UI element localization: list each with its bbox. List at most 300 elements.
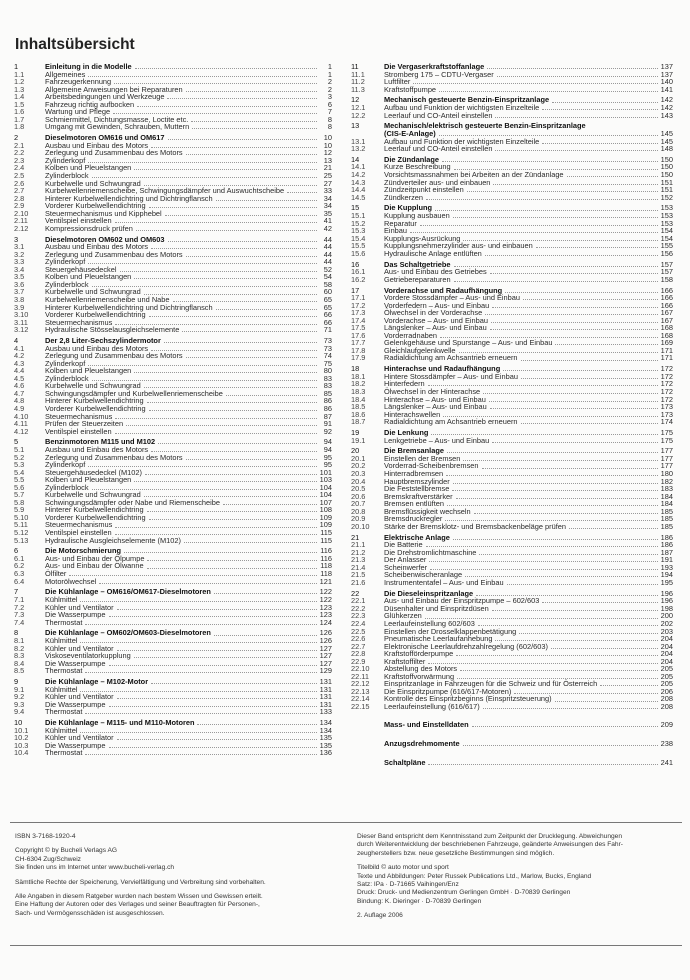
- entry-page: 203: [660, 626, 673, 636]
- entry-page: 109: [319, 520, 332, 530]
- entry-title: Gleichlaufgelenkwelle: [384, 345, 456, 355]
- entry-number: 6.2: [14, 561, 25, 571]
- entry-title: Hauptbremszylinder: [384, 476, 450, 486]
- dot-leader: [134, 277, 317, 279]
- entry-number: 6.3: [14, 569, 25, 579]
- entry-title: Die Batterie: [384, 540, 423, 550]
- imprint-line: ISBN 3-7168-1920-4: [15, 833, 76, 840]
- entry-number: 4: [14, 336, 19, 346]
- toc-entry[interactable]: [351, 250, 673, 258]
- dot-leader: [426, 545, 658, 547]
- entry-page: 33: [323, 186, 332, 196]
- entry-page: 150: [660, 162, 673, 172]
- entry-number: 3.10: [14, 310, 29, 320]
- entry-page: 185: [660, 514, 673, 524]
- dot-leader: [435, 209, 658, 211]
- entry-number: 22.3: [351, 611, 366, 621]
- entry-page: 150: [660, 154, 673, 164]
- entry-number: 22: [351, 588, 360, 598]
- toc-entry[interactable]: [351, 194, 673, 202]
- dot-leader: [492, 306, 657, 308]
- entry-title: Luftfilter: [384, 77, 411, 87]
- dot-leader: [456, 654, 657, 656]
- entry-number: 20.3: [351, 469, 366, 479]
- imprint-line: 2. Auflage 2006: [357, 912, 403, 920]
- toc-section: [14, 134, 332, 232]
- entry-page: 177: [660, 446, 673, 456]
- entry-title: Leerlauf und CO-Anteil einstellen: [384, 110, 493, 120]
- entry-number: 9: [14, 677, 19, 687]
- entry-page: 142: [660, 95, 673, 105]
- entry-page: 172: [660, 394, 673, 404]
- entry-number: 3.2: [14, 249, 25, 259]
- entry-number: 6: [14, 546, 19, 556]
- dot-leader: [521, 359, 658, 361]
- entry-number: 18.4: [351, 394, 366, 404]
- dot-leader: [216, 199, 317, 201]
- toc-entry[interactable]: [351, 703, 673, 711]
- entry-number: 14.2: [351, 170, 366, 179]
- entry-title: Leerlaufeinstellung 602/603: [384, 619, 475, 628]
- entry-title: Thermostat: [45, 666, 83, 676]
- entry-page: 65: [323, 295, 332, 304]
- entry-title: Düsenhalter und Einspritzdüsen: [384, 603, 489, 613]
- entry-title: Ausbau und Einbau des Motors: [45, 140, 149, 150]
- entry-page: 10: [323, 140, 332, 150]
- entry-number: 17.2: [351, 300, 366, 310]
- toc-section: [351, 287, 673, 362]
- entry-number: 4.12: [14, 426, 29, 436]
- entry-title: Reparatur: [384, 218, 417, 228]
- dot-leader: [569, 527, 658, 529]
- entry-number: 2.10: [14, 208, 29, 218]
- entry-page: 156: [660, 248, 673, 258]
- entry-number: 15.2: [351, 218, 366, 228]
- entry-number: 4.6: [14, 381, 25, 391]
- entry-title: Zylinderkopf: [45, 257, 86, 267]
- entry-page: 66: [323, 310, 332, 320]
- entry-number: 1.3: [14, 84, 25, 94]
- entry-page: 204: [660, 649, 673, 659]
- dot-leader: [483, 707, 658, 709]
- entry-page: 95: [323, 452, 332, 462]
- entry-page: 202: [660, 619, 673, 628]
- entry-number: 4.9: [14, 403, 25, 413]
- dot-leader: [134, 480, 316, 482]
- entry-number: 4.8: [14, 396, 25, 406]
- dot-leader: [447, 504, 658, 506]
- entry-page: 83: [323, 373, 332, 383]
- entry-page: 21: [323, 163, 332, 173]
- entry-number: 17.6: [351, 330, 366, 340]
- entry-number: 15: [351, 203, 360, 213]
- entry-title: Vorderfedern – Aus- und Einbau: [384, 300, 490, 310]
- entry-title: Vordere Stossdämpfer – Aus- und Einbau: [384, 293, 520, 303]
- entry-page: 152: [660, 192, 673, 202]
- entry-title: Zylinderkopf: [45, 358, 86, 368]
- entry-title: Die Einspritzpumpe (616/617-Motoren): [384, 686, 512, 696]
- entry-number: 5.4: [14, 467, 25, 477]
- dot-leader: [147, 401, 317, 403]
- toc-entry[interactable]: [14, 619, 332, 627]
- toc-appendix-entry[interactable]: [351, 720, 673, 729]
- entry-number: 4.1: [14, 343, 25, 353]
- entry-page: 107: [319, 497, 332, 507]
- entry-title: Kolben und Pleuelstangen: [45, 475, 132, 485]
- entry-page: 126: [319, 636, 332, 645]
- entry-title: Schwingungsdämpfer oder Nabe und Riemenscheibe: [45, 497, 221, 507]
- imprint-line: Titelbild © auto motor und sport: [357, 864, 449, 872]
- entry-number: 21.2: [351, 547, 366, 557]
- entry-title: Die Motorschmierung: [45, 546, 121, 556]
- entry-number: 17.9: [351, 353, 366, 363]
- entry-title: Zündverteiler aus- und einbauen: [384, 177, 491, 187]
- dot-leader: [114, 82, 317, 84]
- dot-leader: [507, 583, 658, 585]
- entry-title: Die Kühlanlage – M115- und M110-Motoren: [45, 718, 195, 728]
- dot-leader: [149, 206, 317, 208]
- dot-leader: [428, 662, 657, 664]
- imprint-paragraph: [15, 893, 335, 918]
- entry-page: 95: [323, 460, 332, 470]
- dot-leader: [69, 574, 317, 576]
- dot-leader: [505, 291, 658, 293]
- entry-page: 172: [660, 364, 673, 374]
- entry-number: 8.1: [14, 636, 25, 645]
- entry-title: Hinterachse – Aus- und Einbau: [384, 394, 486, 404]
- dot-leader: [485, 313, 657, 315]
- entry-title: Aus- und Einbau des Getriebes: [384, 267, 487, 277]
- entry-title: Radialdichtung am Achsantrieb erneuern: [384, 417, 518, 427]
- entry-page: 169: [660, 338, 673, 348]
- dot-leader: [214, 634, 317, 636]
- dot-leader: [439, 90, 658, 92]
- dot-leader: [80, 600, 316, 602]
- entry-page: 157: [660, 259, 673, 269]
- toc-entry[interactable]: [14, 326, 332, 334]
- toc-entry[interactable]: [14, 708, 332, 716]
- toc-entry[interactable]: [351, 437, 673, 445]
- entry-number: 18.2: [351, 379, 366, 389]
- entry-page: 155: [660, 241, 673, 251]
- entry-title: Allgemeine Anweisungen bei Reparaturen: [45, 84, 183, 94]
- entry-title: Kraftstoffpumpe: [384, 84, 437, 94]
- entry-number: 2.12: [14, 223, 29, 233]
- entry-number: 5.10: [14, 512, 29, 522]
- toc-entry[interactable]: [351, 354, 673, 362]
- entry-page: 133: [319, 707, 332, 717]
- toc-entry[interactable]: [351, 579, 673, 587]
- entry-title: Steuermechanismus: [45, 317, 113, 327]
- entry-page: 10: [323, 133, 332, 143]
- entry-number: 14: [351, 154, 360, 164]
- entry-title: Stärke der Bremsklotz- und Bremsbackenbeläge prüfen: [384, 521, 566, 531]
- toc-entry[interactable]: [351, 86, 673, 94]
- entry-page: 13: [323, 155, 332, 165]
- imprint-line: Sach- und Vermögensschäden ist ausgeschlossen.: [15, 909, 165, 917]
- imprint-paragraph: [357, 912, 682, 920]
- entry-title: Steuergehäusedeckel (M102): [45, 467, 142, 477]
- entry-title: Kurze Beschreibung: [384, 162, 451, 172]
- entry-page: 75: [323, 358, 332, 368]
- entry-page: 136: [319, 748, 332, 758]
- entry-title: Längslenker – Aus- und Einbau: [384, 402, 487, 412]
- entry-page: 186: [660, 532, 673, 542]
- entry-page: 177: [660, 453, 673, 463]
- entry-number: 5: [14, 437, 19, 447]
- dot-leader: [521, 422, 658, 424]
- entry-title: Zylinderkopf: [45, 460, 86, 470]
- entry-number: 2.5: [14, 170, 25, 180]
- dot-leader: [429, 560, 657, 562]
- toc-entry[interactable]: [14, 428, 332, 436]
- entry-page: 166: [660, 285, 673, 295]
- entry-number: 12.1: [351, 103, 366, 113]
- toc-section: [14, 337, 332, 435]
- entry-number: 20: [351, 446, 360, 456]
- entry-page: 127: [319, 651, 332, 661]
- toc-appendix-entry[interactable]: [351, 739, 673, 748]
- entry-page: 168: [660, 323, 673, 333]
- entry-title: Scheinwerfer: [384, 562, 428, 572]
- entry-number: 17.8: [351, 345, 366, 355]
- entry-title: Gelenkgehäuse und Spurstange – Aus- und Einbau: [384, 338, 553, 348]
- entry-page: 83: [323, 381, 332, 391]
- toc-entry[interactable]: [14, 123, 332, 131]
- toc-left-column: [14, 63, 332, 760]
- toc-section: [351, 96, 673, 119]
- entry-title: Mechanisch/elektrisch gesteuerte Benzin-Einspritzanlage: [384, 121, 586, 131]
- dot-leader: [490, 272, 658, 274]
- entry-number: 20.10: [351, 521, 370, 531]
- entry-page: 94: [323, 437, 332, 447]
- entry-number: 21.6: [351, 577, 366, 587]
- toc-section: [351, 122, 673, 152]
- entry-number: 15.1: [351, 211, 366, 221]
- dot-leader: [192, 127, 317, 129]
- entry-title: Zündzeitpunkt einstellen: [384, 185, 464, 195]
- entry-number: 3.8: [14, 295, 25, 304]
- toc-entry[interactable]: [351, 418, 673, 426]
- entry-title: Kraftstoffvorwärmung: [384, 671, 455, 681]
- dot-leader: [474, 512, 658, 514]
- entry-page: 135: [319, 733, 332, 743]
- entry-title: Vorderer Kurbelwellendichtring: [45, 512, 146, 522]
- dot-leader: [478, 624, 658, 626]
- entry-number: 13: [351, 121, 360, 131]
- entry-page: 172: [660, 371, 673, 381]
- toc-section: [14, 438, 332, 544]
- entry-page: 150: [660, 170, 673, 179]
- entry-number: 21.3: [351, 555, 366, 565]
- dot-leader: [446, 474, 658, 476]
- toc-section: [351, 447, 673, 530]
- entry-title: Hinterachswellen: [384, 409, 441, 419]
- entry-number: 3.11: [14, 317, 28, 327]
- imprint-line: Druck: Druck- und Medienzentrum Gerlingen GmbH · D-70839 Gerlingen: [357, 889, 571, 897]
- entry-title: Fahrzeug richtig aufbocken: [45, 99, 135, 109]
- toc-entry[interactable]: [14, 667, 332, 675]
- entry-number: 13.2: [351, 144, 366, 154]
- dot-leader: [80, 641, 316, 643]
- entry-number: 3.7: [14, 287, 25, 297]
- dot-leader: [151, 682, 317, 684]
- entry-page: 122: [319, 594, 332, 604]
- entry-title: Kolben und Pleuelstangen: [45, 163, 132, 173]
- entry-page: 185: [660, 521, 673, 531]
- entry-page: 154: [660, 226, 673, 236]
- entry-number: 22.9: [351, 656, 366, 666]
- dot-leader: [497, 75, 658, 77]
- entry-title: Kupplung ausbauen: [384, 211, 450, 221]
- entry-title: Kühler und Ventilator: [45, 692, 114, 702]
- dot-leader: [124, 551, 317, 553]
- entry-page: 238: [660, 739, 673, 749]
- toc-entry[interactable]: [351, 523, 673, 531]
- entry-title: Kurbelwellenriemenscheibe, Schwingungsdämpfer und Auswuchtscheibe: [45, 186, 285, 196]
- entry-page: 12: [323, 148, 332, 158]
- entry-number: 2.1: [14, 140, 25, 150]
- dot-leader: [214, 592, 317, 594]
- dot-leader: [456, 497, 658, 499]
- toc-appendix-entry[interactable]: [351, 758, 673, 767]
- entry-title: Die Vergaserkraftstoffanlage: [384, 62, 485, 71]
- entry-number: 22.4: [351, 619, 366, 628]
- entry-page: 52: [323, 264, 332, 274]
- entry-title: Bremskraftverstärker: [384, 491, 453, 501]
- dot-leader: [439, 134, 658, 136]
- toc-entry[interactable]: [14, 537, 332, 545]
- entry-number: 22.14: [351, 694, 370, 704]
- entry-page: 153: [660, 211, 673, 221]
- entry-page: 58: [323, 279, 332, 289]
- entry-title: Zerlegung und Zusammenbau des Motors: [45, 452, 183, 462]
- entry-page: 85: [323, 388, 332, 398]
- entry-page: 101: [319, 467, 332, 477]
- entry-number: 7.4: [14, 617, 25, 627]
- entry-page: 44: [323, 234, 332, 244]
- entry-title: Die Dieseleinspritzanlage: [384, 588, 474, 598]
- entry-title: Zylinderblock: [45, 170, 89, 180]
- toc-section: [14, 236, 332, 334]
- entry-number: 12: [351, 95, 360, 105]
- page-title: Inhaltsübersicht: [15, 36, 135, 53]
- entry-number: 19.1: [351, 435, 366, 445]
- entry-number: 12.2: [351, 110, 366, 120]
- toc-entry[interactable]: [351, 276, 673, 284]
- toc-entry[interactable]: [14, 225, 332, 233]
- entry-page: 131: [319, 677, 332, 687]
- entry-title: Pneumatische Leerlaufanhebung: [384, 634, 493, 644]
- dot-leader: [487, 67, 657, 69]
- dot-leader: [115, 533, 317, 535]
- imprint-line: Sämtliche Rechte der Speicherung, Vervielfältigung und Verbreitung sind vorbehalten.: [15, 878, 266, 886]
- toc-entry[interactable]: [351, 112, 673, 120]
- dot-leader: [191, 120, 317, 122]
- dot-leader: [463, 459, 657, 461]
- dot-leader: [117, 608, 317, 610]
- entry-page: 196: [660, 596, 673, 606]
- entry-title: Längslenker – Aus- und Einbau: [384, 323, 487, 333]
- entry-title: Kühlmittel: [45, 594, 78, 604]
- entry-page: 127: [319, 643, 332, 653]
- entry-page: 198: [660, 603, 673, 613]
- dot-leader: [523, 298, 658, 300]
- dot-leader: [226, 394, 317, 396]
- dot-leader: [151, 247, 317, 249]
- entry-title: Hydraulische Stösselausgleichselemente: [45, 325, 180, 335]
- dot-leader: [137, 105, 317, 107]
- entry-title: Glühkerzen: [384, 611, 422, 621]
- entry-page: 200: [660, 611, 673, 621]
- entry-page: 157: [660, 267, 673, 277]
- entry-number: 9.1: [14, 684, 25, 694]
- toc-entry[interactable]: [351, 145, 673, 153]
- imprint-paragraph: [15, 847, 335, 872]
- dot-leader: [186, 458, 317, 460]
- dot-leader: [149, 518, 317, 520]
- entry-title: Das Schaltgetriebe: [384, 259, 451, 269]
- entry-title: Vorderer Kurbelwellendichtring: [45, 403, 146, 413]
- entry-page: 127: [319, 658, 332, 668]
- entry-number: 3.1: [14, 242, 25, 252]
- entry-title: Steuermechanismus: [45, 520, 113, 530]
- entry-number: 17.1: [351, 293, 366, 303]
- entry-title: Bremsdruckregler: [384, 514, 443, 524]
- entry-number: 22.2: [351, 603, 366, 613]
- entry-title: Hinterer Kurbelwellendichtring und Dichtringflansch: [45, 302, 213, 312]
- entry-number: 10.2: [14, 733, 29, 743]
- entry-page: 118: [320, 561, 332, 571]
- toc-entry[interactable]: [14, 749, 332, 757]
- entry-number: 21.5: [351, 570, 366, 580]
- dot-leader: [495, 116, 657, 118]
- toc-section: [351, 590, 673, 711]
- entry-page: 116: [320, 553, 332, 563]
- entry-page: 153: [660, 218, 673, 228]
- entry-page: 25: [323, 170, 332, 180]
- dot-leader: [173, 300, 318, 302]
- toc-section: [351, 758, 673, 767]
- entry-number: 5.6: [14, 482, 25, 492]
- imprint-right: [357, 833, 682, 927]
- dot-leader: [495, 149, 657, 151]
- entry-number: 4.3: [14, 358, 25, 368]
- dot-leader: [495, 639, 657, 641]
- entry-page: 204: [660, 641, 673, 651]
- dot-leader: [453, 482, 658, 484]
- dot-leader: [109, 705, 317, 707]
- dot-leader: [167, 97, 317, 99]
- entry-title: Arbeitsbedingungen und Werkzeuge: [45, 92, 165, 102]
- entry-page: 123: [319, 610, 332, 620]
- entry-title: Steuergehäusedeckel: [45, 264, 117, 274]
- dot-leader: [453, 216, 658, 218]
- dot-leader: [490, 328, 658, 330]
- dot-leader: [120, 270, 318, 272]
- entry-page: 1: [327, 69, 332, 79]
- toc-entry[interactable]: [14, 578, 332, 586]
- dot-leader: [492, 609, 658, 611]
- dot-leader: [503, 369, 657, 371]
- dot-leader: [454, 280, 658, 282]
- dot-leader: [552, 101, 658, 103]
- dot-leader: [463, 744, 658, 746]
- entry-number: 14.5: [351, 192, 366, 202]
- entry-title: Hinterradbremsen: [384, 469, 444, 479]
- entry-page: 2: [327, 77, 332, 87]
- dot-leader: [85, 712, 316, 714]
